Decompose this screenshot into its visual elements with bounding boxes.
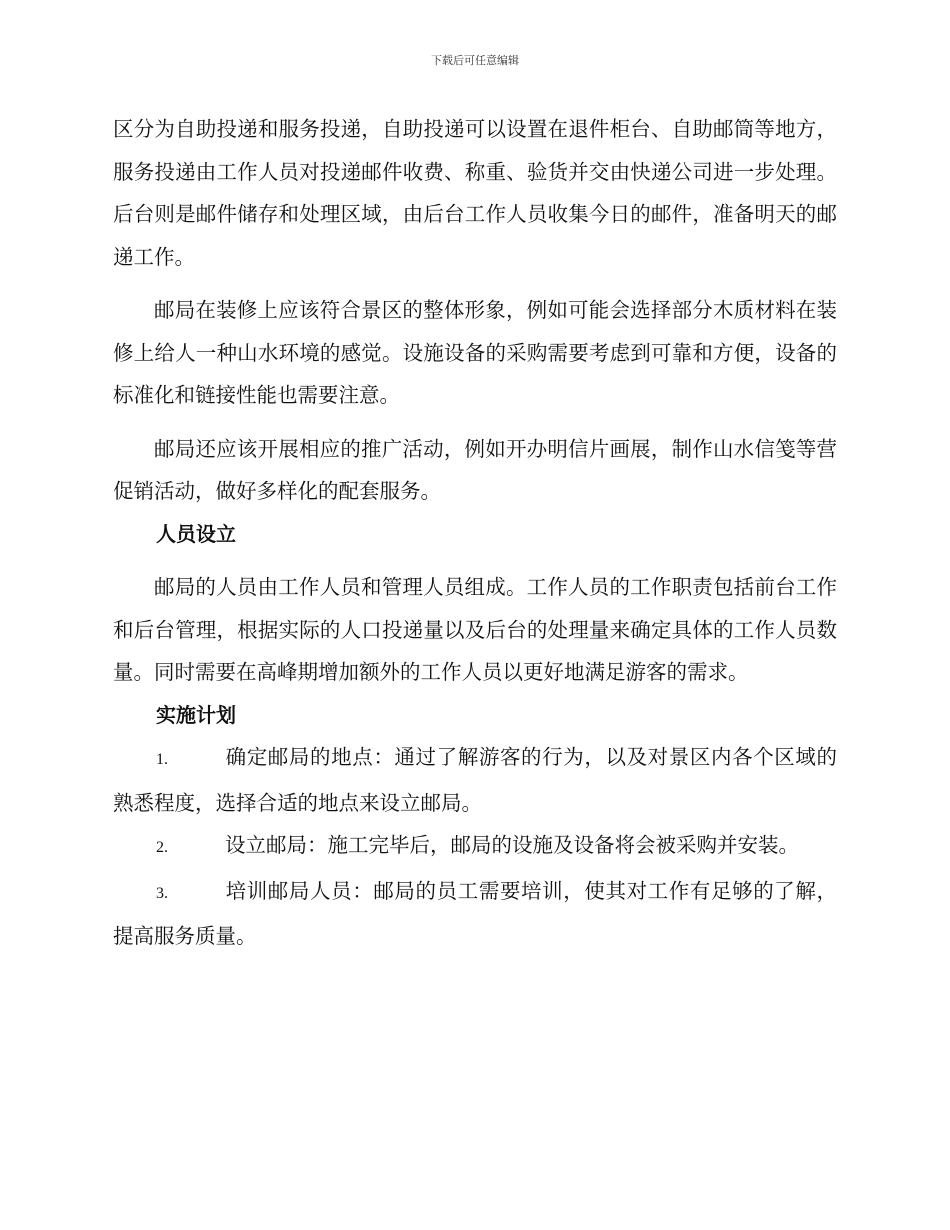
paragraph-decoration: 邮局在装修上应该符合景区的整体形象，例如可能会选择部分木质材料在装修上给人一种山水环境的感觉。设施设备的采购需要考虑到可靠和方便，设备的标准化和链接性能也需要注意。	[113, 298, 837, 407]
list-item-text: 设立邮局：施工完毕后，邮局的设施及设备将会被采购并安装。	[225, 833, 799, 857]
plan-list-item	[113, 736, 837, 824]
plan-list-item	[113, 824, 837, 870]
document-body	[113, 108, 837, 958]
list-number: 1.	[156, 751, 168, 768]
list-number: 2.	[156, 839, 168, 856]
plan-list-item	[113, 870, 837, 958]
heading-staffing: 人员设立	[156, 521, 236, 546]
paragraph-staffing: 邮局的人员由工作人员和管理人员组成。工作人员的工作职责包括前台工作和后台管理，根据实际的人口投递量以及后台的处理量来确定具体的工作人员数量。同时需要在高峰期增加额外的工作人员以更好地满足游客的需求。	[113, 575, 837, 684]
paragraph-delivery-areas: 区分为自助投递和服务投递，自助投递可以设置在退件柜台、自助邮筒等地方，服务投递由工作人员对投递邮件收费、称重、验货并交由快递公司进一步处理。后台则是邮件储存和处理区域，由后台工作人员收集今日的邮件，准备明天的邮递工作。	[113, 117, 837, 269]
paragraph-promotion: 邮局还应该开展相应的推广活动，例如开办明信片画展，制作山水信笺等营促销活动，做好多样化的配套服务。	[113, 436, 837, 503]
list-item-text: 培训邮局人员：邮局的员工需要培训，使其对工作有足够的了解，提高服务质量。	[113, 878, 837, 948]
list-item-text: 确定邮局的地点：通过了解游客的行为，以及对景区内各个区域的熟悉程度，选择合适的地点来设立邮局。	[113, 745, 837, 815]
heading-implementation-plan: 实施计划	[156, 702, 236, 727]
page-header: 下载后可任意编辑	[431, 54, 519, 67]
list-number: 3.	[156, 884, 168, 902]
